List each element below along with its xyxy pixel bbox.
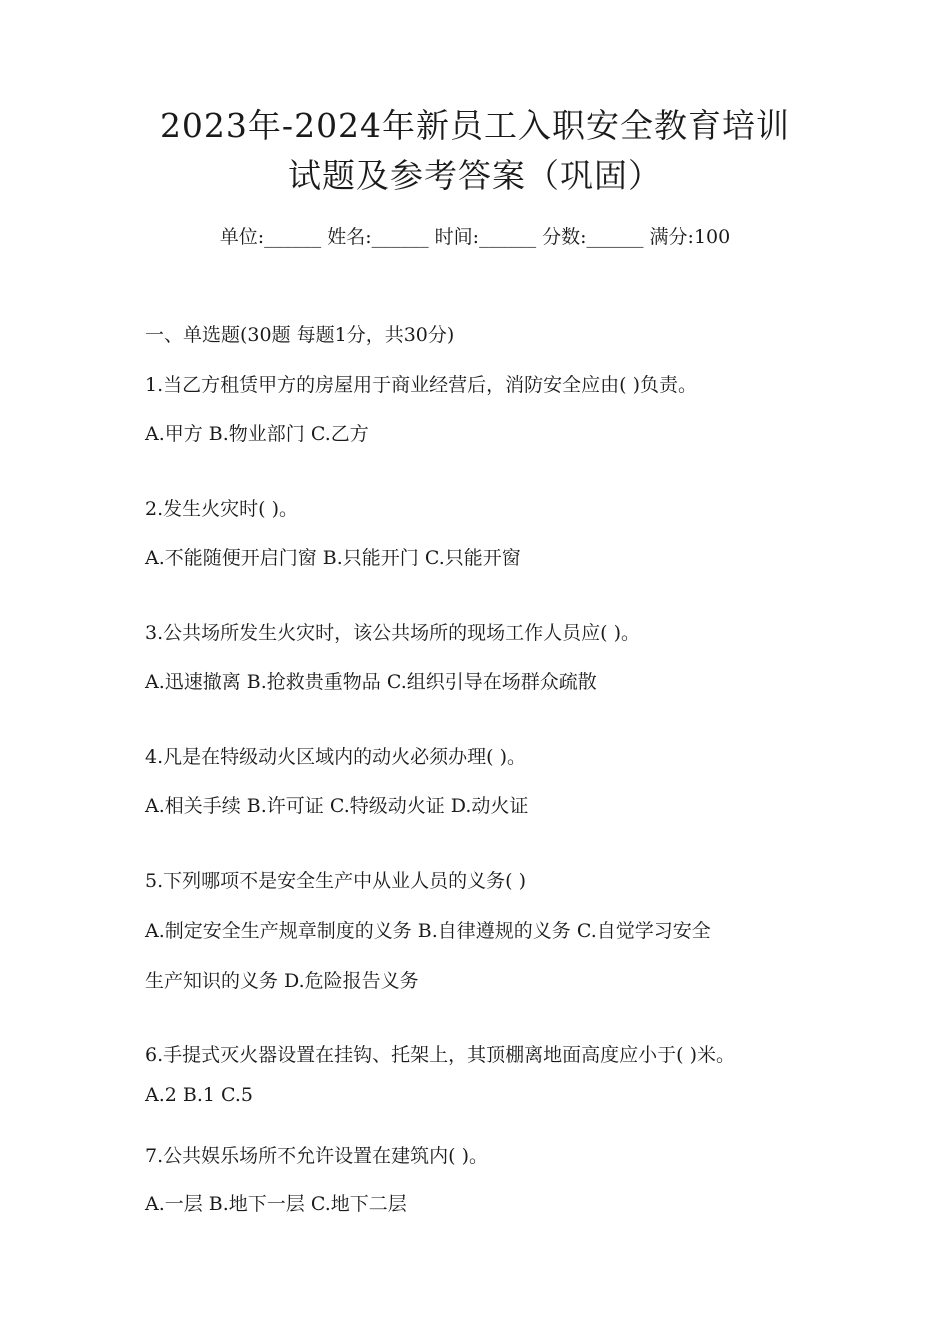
question-7-stem: 7.公共娱乐场所不允许设置在建筑内( )。 (145, 1145, 488, 1167)
question-1-options: A.甲方 B.物业部门 C.乙方 (145, 423, 369, 445)
question-6-stem: 6.手提式灭火器设置在挂钩、托架上，其顶棚离地面高度应小于( )米。 (145, 1044, 735, 1066)
info-line: 单位:______ 姓名:______ 时间:______ 分数:______ 满分:100 (219, 226, 731, 248)
question-2-stem: 2.发生火灾时( )。 (145, 498, 298, 520)
question-2-options: A.不能随便开启门窗 B.只能开门 C.只能开窗 (145, 547, 521, 569)
question-4-options: A.相关手续 B.许可证 C.特级动火证 D.动火证 (145, 795, 529, 817)
question-3-options: A.迅速撤离 B.抢救贵重物品 C.组织引导在场群众疏散 (145, 671, 597, 693)
question-6-options: A.2 B.1 C.5 (145, 1084, 254, 1106)
question-5-stem: 5.下列哪项不是安全生产中从业人员的义务( ) (145, 870, 526, 892)
question-4-stem: 4.凡是在特级动火区域内的动火必须办理( )。 (145, 746, 526, 768)
section-heading: 一、单选题(30题 每题1分，共30分) (145, 324, 455, 346)
question-5-options-line-1: A.制定安全生产规章制度的义务 B.自律遵规的义务 C.自觉学习安全 (145, 920, 711, 942)
question-7-options: A.一层 B.地下一层 C.地下二层 (145, 1193, 407, 1215)
question-3-stem: 3.公共场所发生火灾时，该公共场所的现场工作人员应( )。 (145, 622, 640, 644)
question-1-stem: 1.当乙方租赁甲方的房屋用于商业经营后，消防安全应由( )负责。 (145, 374, 697, 396)
question-5-options-line-2: 生产知识的义务 D.危险报告义务 (145, 970, 419, 992)
title-line-2: 试题及参考答案（巩固） (288, 156, 662, 195)
title-line-1: 2023年-2024年新员工入职安全教育培训 (159, 106, 791, 145)
